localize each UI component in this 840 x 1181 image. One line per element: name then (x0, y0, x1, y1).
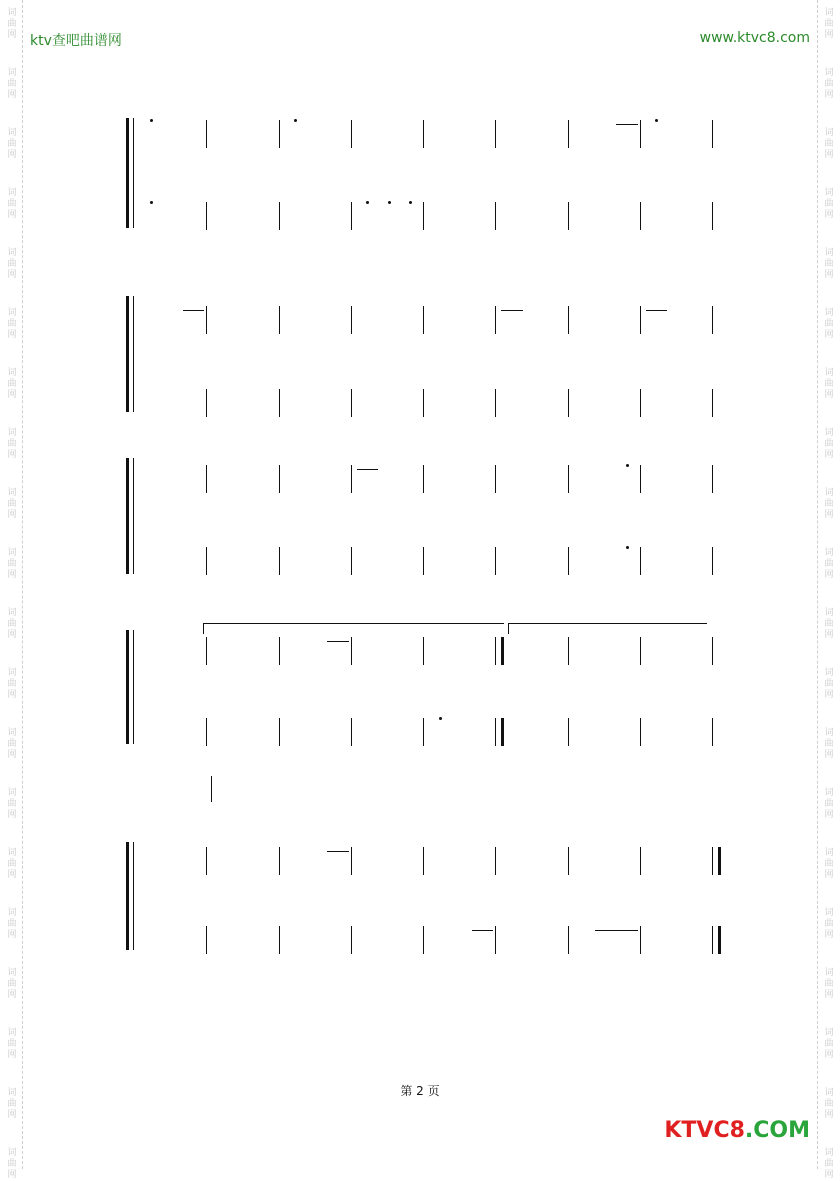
watermark-text: 词 曲 网 (824, 1028, 834, 1060)
note (357, 469, 378, 470)
barline (423, 306, 424, 334)
barline (279, 389, 280, 417)
barline (279, 718, 280, 746)
watermark-text: 词 曲 网 (824, 968, 834, 1000)
watermark-text: 词 曲 网 (824, 188, 834, 220)
barline (568, 847, 569, 875)
watermark-text: 词 曲 网 (7, 848, 17, 880)
barline (712, 306, 713, 334)
watermark-text: 词 曲 网 (7, 1148, 17, 1180)
barline (423, 389, 424, 417)
watermark-text: 词 曲 网 (7, 1028, 17, 1060)
barline (206, 120, 207, 148)
watermark-text: 词 曲 网 (824, 608, 834, 640)
ktvc8-logo[interactable]: KTVC8.COM (664, 1118, 810, 1143)
barline (279, 547, 280, 575)
barline (423, 926, 424, 954)
system-brace (126, 118, 129, 228)
barline (279, 202, 280, 230)
note (183, 310, 204, 311)
barline (712, 389, 713, 417)
barline (568, 926, 569, 954)
barline (351, 202, 352, 230)
watermark-text: 词 曲 网 (824, 548, 834, 580)
watermark-text: 词 曲 网 (7, 68, 17, 100)
watermark-text: 词 曲 网 (824, 1088, 834, 1120)
barline (640, 465, 641, 493)
watermark-text: 词 曲 网 (824, 248, 834, 280)
system-brace (126, 458, 129, 574)
watermark-text: 词 曲 网 (7, 128, 17, 160)
barline (206, 718, 207, 746)
barline (640, 389, 641, 417)
barline (568, 120, 569, 148)
barline (495, 926, 496, 954)
watermark-text: 词 曲 网 (7, 668, 17, 700)
system-brace (126, 630, 129, 744)
barline (495, 547, 496, 575)
barline (423, 718, 424, 746)
note (616, 124, 637, 125)
note (616, 930, 637, 931)
watermark-text: 词 曲 网 (824, 428, 834, 460)
barline (640, 202, 641, 230)
watermark-text: 词 曲 网 (7, 728, 17, 760)
barline (279, 465, 280, 493)
barline (712, 637, 713, 665)
note (472, 930, 493, 931)
watermark-text: 词 曲 网 (7, 968, 17, 1000)
watermark-text: 词 曲 网 (7, 248, 17, 280)
double-barline (712, 926, 721, 954)
barline (206, 847, 207, 875)
site-name[interactable]: ktv查吧曲谱网 (30, 33, 122, 49)
watermark-text: 词 曲 网 (824, 128, 834, 160)
barline (568, 637, 569, 665)
barline (568, 718, 569, 746)
barline (640, 847, 641, 875)
barline (712, 202, 713, 230)
barline (495, 120, 496, 148)
barline (423, 547, 424, 575)
barline (423, 202, 424, 230)
barline (351, 389, 352, 417)
watermark-text: 词 曲 网 (7, 908, 17, 940)
barline (206, 926, 207, 954)
barline (640, 306, 641, 334)
double-barline (495, 718, 504, 746)
barline (351, 465, 352, 493)
barline (351, 547, 352, 575)
watermark-text: 词 曲 网 (824, 488, 834, 520)
barline (351, 120, 352, 148)
barline (495, 202, 496, 230)
barline (279, 120, 280, 148)
watermark-text: 词 曲 网 (7, 488, 17, 520)
note (595, 930, 616, 931)
watermark-text: 词 曲 网 (7, 1088, 17, 1120)
barline (495, 847, 496, 875)
barline (206, 637, 207, 665)
barline (568, 202, 569, 230)
system-brace (126, 296, 129, 412)
barline (206, 202, 207, 230)
page-number: 第 2 页 (400, 1084, 440, 1098)
barline (206, 389, 207, 417)
watermark-text: 词 曲 网 (7, 548, 17, 580)
note (327, 641, 348, 642)
barline (640, 120, 641, 148)
barline (279, 306, 280, 334)
barline (640, 926, 641, 954)
watermark-text: 词 曲 网 (7, 368, 17, 400)
watermark-text: 词 曲 网 (7, 428, 17, 460)
note (327, 851, 348, 852)
barline (351, 637, 352, 665)
note (646, 310, 667, 311)
barline (712, 465, 713, 493)
volta-bracket-1 (203, 623, 504, 634)
barline (351, 926, 352, 954)
watermark-text: 词 曲 网 (7, 608, 17, 640)
barline (206, 547, 207, 575)
barline (423, 465, 424, 493)
barline (351, 847, 352, 875)
barline (568, 547, 569, 575)
barline (423, 637, 424, 665)
watermark-text: 词 曲 网 (824, 848, 834, 880)
barline (640, 547, 641, 575)
barline (351, 718, 352, 746)
volta-bracket-2 (508, 623, 707, 634)
barline (712, 120, 713, 148)
barline (423, 847, 424, 875)
watermark-text: 词 曲 网 (7, 188, 17, 220)
watermark-text: 词 曲 网 (824, 68, 834, 100)
barline (211, 776, 212, 802)
watermark-text: 词 曲 网 (824, 728, 834, 760)
barline (712, 718, 713, 746)
barline (568, 389, 569, 417)
barline (495, 389, 496, 417)
barline (640, 637, 641, 665)
watermark-text: 词 曲 网 (824, 668, 834, 700)
barline (495, 306, 496, 334)
watermark-text: 词 曲 网 (7, 8, 17, 40)
double-barline (495, 637, 504, 665)
watermark-text: 词 曲 网 (824, 1148, 834, 1180)
watermark-text: 词 曲 网 (7, 308, 17, 340)
barline (206, 306, 207, 334)
barline (423, 120, 424, 148)
barline (640, 718, 641, 746)
double-barline (712, 847, 721, 875)
barline (279, 637, 280, 665)
watermark-text: 词 曲 网 (824, 368, 834, 400)
barline (279, 926, 280, 954)
note (501, 310, 522, 311)
watermark-text: 词 曲 网 (824, 8, 834, 40)
watermark-text: 词 曲 网 (824, 908, 834, 940)
barline (712, 547, 713, 575)
watermark-text: 词 曲 网 (824, 788, 834, 820)
site-url[interactable]: www.ktvc8.com (699, 30, 810, 46)
barline (351, 306, 352, 334)
barline (568, 465, 569, 493)
system-brace (126, 842, 129, 950)
barline (568, 306, 569, 334)
barline (495, 465, 496, 493)
barline (279, 847, 280, 875)
watermark-text: 词 曲 网 (824, 308, 834, 340)
barline (206, 465, 207, 493)
watermark-text: 词 曲 网 (7, 788, 17, 820)
